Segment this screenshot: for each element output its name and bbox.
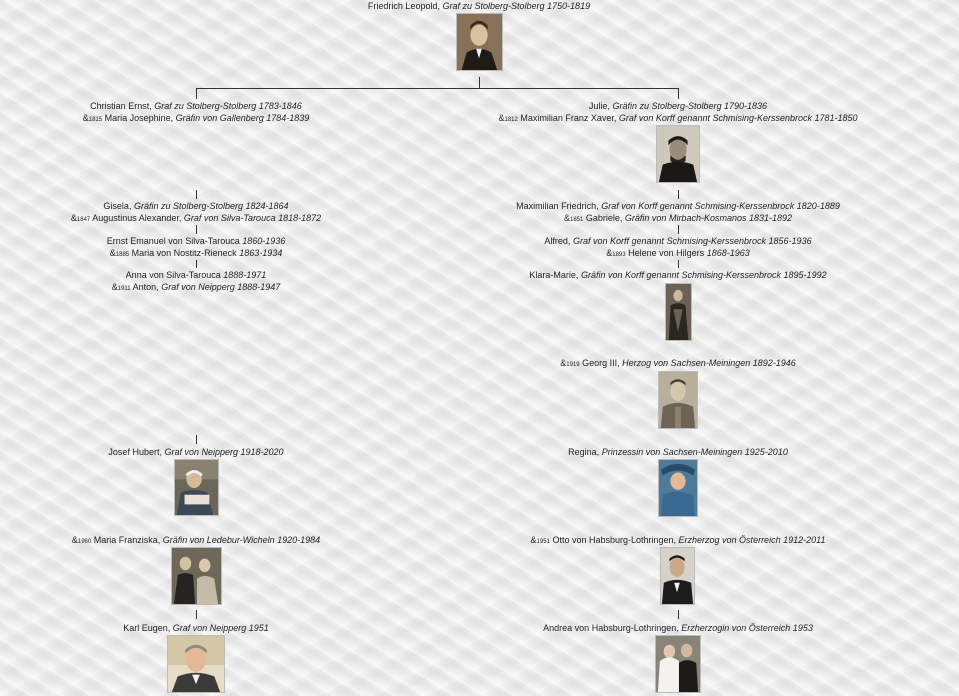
person-name: Andrea von Habsburg-Lothringen, (543, 623, 679, 633)
connector (196, 190, 197, 199)
portrait-maria-franziska[interactable] (171, 547, 222, 605)
root-person[interactable] (368, 0, 590, 12)
portrait-andrea[interactable] (655, 635, 701, 693)
marriage-year: 1815 (88, 117, 103, 123)
portrait-regina[interactable] (658, 459, 698, 517)
marriage-year: 1951 (536, 539, 550, 545)
person-name: Julie, (588, 101, 610, 111)
person-title: Graf von Neipperg 1951 (172, 623, 269, 633)
portrait-klara-marie[interactable] (665, 283, 692, 341)
person-title: Gräfin zu Stolberg-Stolberg 1824-1864 (133, 201, 289, 211)
marriage-symbol: & (530, 535, 537, 545)
person-regina[interactable] (568, 446, 788, 458)
person-name: Josef Hubert, (108, 447, 162, 457)
spouse-title: Graf von Silva-Tarouca 1818-1872 (183, 213, 322, 223)
connector (196, 88, 679, 89)
spouse-title: Graf von Korff genannt Schmising-Kerssenbrock 1781-1850 (618, 113, 858, 123)
connector (196, 88, 197, 99)
spouse-title: Gräfin von Gallenberg 1784-1839 (175, 113, 310, 123)
spouse-otto[interactable] (531, 534, 826, 548)
person-title: Graf zu Stolberg-Stolberg 1750-1819 (442, 1, 591, 11)
marriage-symbol: & (109, 248, 116, 258)
person-julie[interactable] (498, 100, 857, 126)
person-name: Anna von Silva-Tarouca (125, 270, 221, 280)
person-ernst-emanuel[interactable] (107, 235, 286, 261)
person-title: 1860-1936 (242, 236, 286, 246)
marriage-year: 1911 (117, 286, 131, 292)
person-title: 1888-1971 (223, 270, 267, 280)
person-alfred[interactable] (544, 235, 811, 261)
spouse-title: Herzog von Sachsen-Meiningen 1892-1946 (622, 358, 796, 368)
person-karl-eugen[interactable] (123, 622, 269, 634)
portrait-friedrich-leopold[interactable] (456, 13, 503, 71)
connector (196, 260, 197, 268)
marriage-year: 1893 (612, 252, 626, 258)
connector (196, 435, 197, 444)
marriage-symbol: & (71, 535, 78, 545)
person-title: Erzherzogin von Österreich 1953 (681, 623, 813, 633)
spouse-name: Maria Josephine, (104, 113, 174, 123)
marriage-year: 1812 (504, 117, 518, 123)
marriage-year: 1851 (570, 217, 584, 223)
spouse-title: 1868-1963 (706, 248, 750, 258)
marriage-symbol: & (563, 213, 570, 223)
marriage-year: 1960 (77, 539, 92, 545)
connector (678, 190, 679, 199)
person-title: Gräfin zu Stolberg-Stolberg 1790-1836 (612, 101, 768, 111)
spouse-name: Augustinus Alexander, (92, 213, 182, 223)
person-name: Ernst Emanuel von Silva-Tarouca (106, 236, 240, 246)
person-name: Friedrich Leopold, (367, 1, 440, 11)
spouse-name: Anton, (132, 282, 159, 292)
person-name: Klara-Marie, (529, 270, 579, 280)
person-christian-ernst[interactable] (83, 100, 310, 126)
portrait-maximilian-franz-xaver[interactable] (656, 125, 700, 183)
spouse-title: Graf von Neipperg 1888-1947 (161, 282, 281, 292)
marriage-year: 1885 (115, 252, 130, 258)
marriage-year: 1919 (566, 362, 580, 368)
portrait-josef-hubert[interactable] (174, 459, 219, 516)
person-name: Regina, (568, 447, 600, 457)
marriage-symbol: & (111, 282, 118, 292)
marriage-symbol: & (560, 358, 567, 368)
person-title: Graf von Korff genannt Schmising-Kerssenbrock 1856-1936 (572, 236, 812, 246)
portrait-karl-eugen[interactable] (167, 635, 225, 693)
person-name: Christian Ernst, (90, 101, 152, 111)
spouse-title: Erzherzog von Österreich 1912-2011 (678, 535, 826, 545)
person-klara-marie[interactable] (529, 269, 826, 281)
spouse-maria-franziska[interactable] (72, 534, 320, 548)
spouse-name: Gabriele, (585, 213, 623, 223)
connector (479, 77, 480, 88)
marriage-symbol: & (498, 113, 505, 123)
portrait-georg-iii[interactable] (658, 371, 698, 429)
person-name: Maximilian Friedrich, (516, 201, 599, 211)
spouse-title: Gräfin von Mirbach-Kosmanos 1831-1892 (624, 213, 793, 223)
connector (678, 610, 679, 619)
person-name: Gisela, (103, 201, 132, 211)
marriage-symbol: & (70, 213, 77, 223)
person-title: Gräfin von Korff genannt Schmising-Kerssenbrock 1895-1992 (580, 270, 827, 280)
person-name: Karl Eugen, (123, 623, 171, 633)
person-title: Graf von Korff genannt Schmising-Kerssenbrock 1820-1889 (601, 201, 840, 211)
spouse-name: Maria von Nostitz-Rieneck (131, 248, 237, 258)
connector (196, 225, 197, 234)
spouse-name: Georg III, (582, 358, 620, 368)
connector (678, 225, 679, 234)
connector (196, 610, 197, 619)
spouse-title: Gräfin von Ledebur-Wicheln 1920-1984 (162, 535, 321, 545)
person-josef-hubert[interactable] (108, 446, 283, 458)
spouse-georg-iii[interactable] (560, 357, 796, 371)
spouse-name: Maximilian Franz Xaver, (520, 113, 617, 123)
spouse-name: Maria Franziska, (93, 535, 161, 545)
person-andrea[interactable] (543, 622, 813, 634)
spouse-title: 1863-1934 (239, 248, 283, 258)
marriage-symbol: & (82, 113, 89, 123)
person-anna[interactable] (112, 269, 281, 295)
person-gisela[interactable] (71, 200, 321, 226)
marriage-symbol: & (606, 248, 613, 258)
marriage-year: 1847 (76, 217, 91, 223)
person-title: Graf von Neipperg 1918-2020 (164, 447, 284, 457)
person-title: Graf zu Stolberg-Stolberg 1783-1846 (154, 101, 302, 111)
portrait-otto[interactable] (660, 547, 695, 605)
person-name: Alfred, (544, 236, 571, 246)
connector (678, 88, 679, 99)
spouse-name: Otto von Habsburg-Lothringen, (552, 535, 677, 545)
person-maximilian-friedrich[interactable] (516, 200, 840, 226)
person-title: Prinzessin von Sachsen-Meiningen 1925-2010 (601, 447, 788, 457)
spouse-name: Helene von Hilgers (628, 248, 705, 258)
connector (678, 260, 679, 268)
